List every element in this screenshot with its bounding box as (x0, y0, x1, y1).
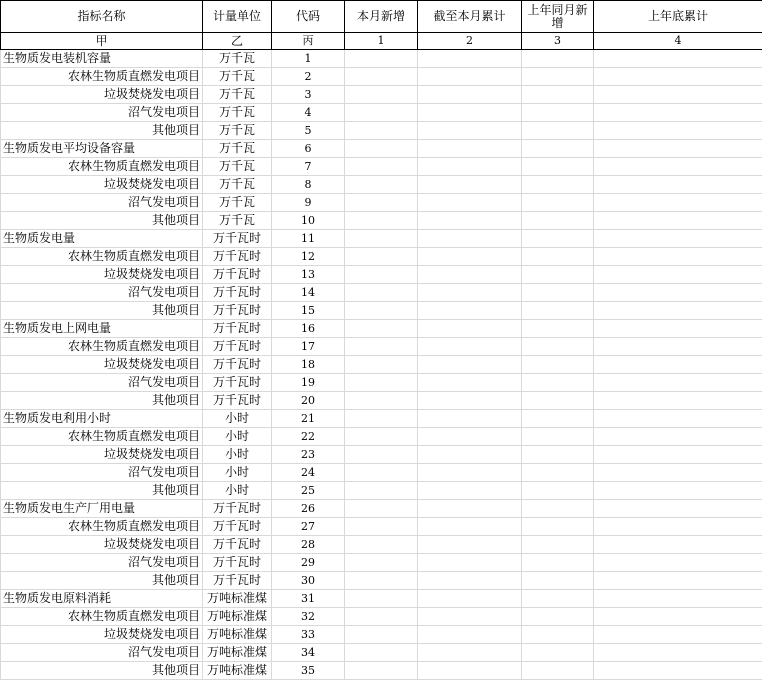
cell-unit[interactable]: 万千瓦 (203, 176, 272, 194)
cell-code[interactable]: 3 (272, 86, 345, 104)
cell-value-col2[interactable] (418, 572, 522, 590)
cell-value-col1[interactable] (345, 356, 418, 374)
cell-value-col3[interactable] (522, 500, 594, 518)
cell-value-col2[interactable] (418, 446, 522, 464)
table-row (1, 140, 762, 158)
table-row (1, 158, 762, 176)
cell-value-col1[interactable] (345, 86, 418, 104)
cell-unit[interactable]: 万千瓦时 (203, 554, 272, 572)
cell-code[interactable]: 34 (272, 644, 345, 662)
cell-value-col3[interactable] (522, 104, 594, 122)
cell-value-col4[interactable] (594, 356, 762, 374)
cell-value-col2[interactable] (418, 482, 522, 500)
cell-unit[interactable]: 万千瓦时 (203, 536, 272, 554)
cell-code[interactable]: 25 (272, 482, 345, 500)
cell-value-col4[interactable] (594, 518, 762, 536)
cell-unit[interactable]: 万千瓦 (203, 158, 272, 176)
table-row (1, 50, 762, 68)
subheader-col1[interactable]: 1 (345, 33, 418, 50)
cell-value-col2[interactable] (418, 338, 522, 356)
cell-indicator-name[interactable]: 生物质发电原料消耗 (1, 590, 203, 608)
cell-value-col3[interactable] (522, 158, 594, 176)
cell-code[interactable]: 26 (272, 500, 345, 518)
table-row (1, 482, 762, 500)
cell-value-col1[interactable] (345, 194, 418, 212)
cell-value-col2[interactable] (418, 536, 522, 554)
cell-value-col3[interactable] (522, 50, 594, 68)
cell-value-col4[interactable] (594, 572, 762, 590)
cell-value-col3[interactable] (522, 644, 594, 662)
cell-value-col1[interactable] (345, 644, 418, 662)
cell-unit[interactable]: 万千瓦时 (203, 374, 272, 392)
subheader-col4[interactable]: 4 (594, 33, 762, 50)
cell-value-col1[interactable] (345, 608, 418, 626)
cell-unit[interactable]: 万千瓦 (203, 86, 272, 104)
cell-indicator-name[interactable]: 垃圾焚烧发电项目 (1, 446, 203, 464)
cell-code[interactable]: 29 (272, 554, 345, 572)
cell-indicator-name[interactable]: 垃圾焚烧发电项目 (1, 626, 203, 644)
cell-indicator-name[interactable]: 生物质发电平均设备容量 (1, 140, 203, 158)
header-name[interactable]: 指标名称 (1, 1, 203, 33)
cell-unit[interactable]: 万千瓦时 (203, 356, 272, 374)
cell-value-col1[interactable] (345, 446, 418, 464)
table-row (1, 410, 762, 428)
table-row (1, 284, 762, 302)
cell-indicator-name[interactable]: 沼气发电项目 (1, 464, 203, 482)
cell-value-col1[interactable] (345, 176, 418, 194)
cell-value-col1[interactable] (345, 50, 418, 68)
cell-value-col2[interactable] (418, 176, 522, 194)
cell-value-col1[interactable] (345, 158, 418, 176)
cell-indicator-name[interactable]: 垃圾焚烧发电项目 (1, 86, 203, 104)
cell-value-col2[interactable] (418, 230, 522, 248)
cell-unit[interactable]: 万千瓦 (203, 194, 272, 212)
cell-value-col3[interactable] (522, 338, 594, 356)
cell-code[interactable]: 20 (272, 392, 345, 410)
cell-value-col1[interactable] (345, 500, 418, 518)
cell-value-col4[interactable] (594, 158, 762, 176)
cell-code[interactable]: 19 (272, 374, 345, 392)
cell-value-col3[interactable] (522, 374, 594, 392)
cell-code[interactable]: 15 (272, 302, 345, 320)
cell-code[interactable]: 18 (272, 356, 345, 374)
cell-value-col3[interactable] (522, 86, 594, 104)
cell-value-col4[interactable] (594, 536, 762, 554)
cell-value-col3[interactable] (522, 518, 594, 536)
cell-value-col1[interactable] (345, 230, 418, 248)
cell-indicator-name[interactable]: 生物质发电上网电量 (1, 320, 203, 338)
cell-value-col2[interactable] (418, 392, 522, 410)
cell-value-col4[interactable] (594, 284, 762, 302)
cell-code[interactable]: 27 (272, 518, 345, 536)
cell-unit[interactable]: 万千瓦时 (203, 572, 272, 590)
cell-unit[interactable]: 万吨标准煤 (203, 608, 272, 626)
cell-value-col4[interactable] (594, 554, 762, 572)
cell-value-col3[interactable] (522, 140, 594, 158)
cell-indicator-name[interactable]: 农林生物质直燃发电项目 (1, 338, 203, 356)
cell-value-col2[interactable] (418, 212, 522, 230)
cell-value-col1[interactable] (345, 410, 418, 428)
cell-indicator-name[interactable]: 生物质发电装机容量 (1, 50, 203, 68)
cell-code[interactable]: 11 (272, 230, 345, 248)
cell-code[interactable]: 7 (272, 158, 345, 176)
table-row (1, 464, 762, 482)
cell-value-col1[interactable] (345, 662, 418, 680)
cell-indicator-name[interactable]: 沼气发电项目 (1, 284, 203, 302)
cell-value-col3[interactable] (522, 608, 594, 626)
header-unit[interactable]: 计量单位 (203, 1, 272, 33)
table-row (1, 338, 762, 356)
table-row (1, 554, 762, 572)
subheader-col2[interactable]: 2 (418, 33, 522, 50)
cell-value-col3[interactable] (522, 428, 594, 446)
cell-code[interactable]: 6 (272, 140, 345, 158)
cell-indicator-name[interactable]: 其他项目 (1, 302, 203, 320)
cell-indicator-name[interactable]: 其他项目 (1, 662, 203, 680)
cell-value-col4[interactable] (594, 392, 762, 410)
cell-value-col1[interactable] (345, 212, 418, 230)
table-row (1, 230, 762, 248)
cell-indicator-name[interactable]: 农林生物质直燃发电项目 (1, 68, 203, 86)
cell-value-col3[interactable] (522, 392, 594, 410)
cell-value-col1[interactable] (345, 572, 418, 590)
cell-value-col2[interactable] (418, 608, 522, 626)
cell-unit[interactable]: 万千瓦时 (203, 392, 272, 410)
cell-value-col2[interactable] (418, 284, 522, 302)
cell-value-col3[interactable] (522, 662, 594, 680)
cell-code[interactable]: 31 (272, 590, 345, 608)
cell-code[interactable]: 16 (272, 320, 345, 338)
cell-value-col2[interactable] (418, 500, 522, 518)
header-col2[interactable]: 截至本月累计 (418, 1, 522, 33)
cell-value-col1[interactable] (345, 518, 418, 536)
header-col1[interactable]: 本月新增 (345, 1, 418, 33)
cell-code[interactable]: 2 (272, 68, 345, 86)
cell-value-col3[interactable] (522, 626, 594, 644)
cell-value-col4[interactable] (594, 86, 762, 104)
cell-value-col2[interactable] (418, 266, 522, 284)
table-row (1, 212, 762, 230)
cell-indicator-name[interactable]: 沼气发电项目 (1, 644, 203, 662)
cell-value-col4[interactable] (594, 410, 762, 428)
cell-unit[interactable]: 万千瓦时 (203, 284, 272, 302)
cell-value-col4[interactable] (594, 194, 762, 212)
subheader-row (1, 33, 762, 50)
cell-value-col1[interactable] (345, 536, 418, 554)
cell-value-col3[interactable] (522, 302, 594, 320)
table-row (1, 356, 762, 374)
cell-value-col4[interactable] (594, 212, 762, 230)
cell-value-col3[interactable] (522, 194, 594, 212)
table-row (1, 536, 762, 554)
cell-value-col1[interactable] (345, 104, 418, 122)
cell-code[interactable]: 17 (272, 338, 345, 356)
cell-code[interactable]: 21 (272, 410, 345, 428)
cell-value-col2[interactable] (418, 374, 522, 392)
table-row (1, 194, 762, 212)
cell-indicator-name[interactable]: 生物质发电生产厂用电量 (1, 500, 203, 518)
cell-value-col2[interactable] (418, 50, 522, 68)
cell-value-col3[interactable] (522, 266, 594, 284)
cell-value-col2[interactable] (418, 104, 522, 122)
cell-value-col1[interactable] (345, 392, 418, 410)
table-row (1, 518, 762, 536)
header-row (1, 1, 762, 33)
table-row (1, 392, 762, 410)
cell-value-col2[interactable] (418, 518, 522, 536)
table-row (1, 320, 762, 338)
cell-value-col3[interactable] (522, 284, 594, 302)
cell-value-col4[interactable] (594, 122, 762, 140)
table-row (1, 266, 762, 284)
cell-code[interactable]: 5 (272, 122, 345, 140)
table-row (1, 608, 762, 626)
cell-code[interactable]: 14 (272, 284, 345, 302)
cell-indicator-name[interactable]: 生物质发电量 (1, 230, 203, 248)
cell-value-col2[interactable] (418, 302, 522, 320)
cell-value-col4[interactable] (594, 302, 762, 320)
cell-value-col4[interactable] (594, 608, 762, 626)
cell-value-col4[interactable] (594, 320, 762, 338)
cell-value-col1[interactable] (345, 140, 418, 158)
cell-value-col2[interactable] (418, 158, 522, 176)
cell-unit[interactable]: 万千瓦 (203, 68, 272, 86)
cell-value-col4[interactable] (594, 644, 762, 662)
cell-indicator-name[interactable]: 其他项目 (1, 392, 203, 410)
cell-unit[interactable]: 万千瓦时 (203, 248, 272, 266)
cell-value-col4[interactable] (594, 68, 762, 86)
cell-value-col3[interactable] (522, 68, 594, 86)
cell-value-col4[interactable] (594, 230, 762, 248)
cell-indicator-name[interactable]: 农林生物质直燃发电项目 (1, 608, 203, 626)
cell-indicator-name[interactable]: 沼气发电项目 (1, 374, 203, 392)
cell-value-col1[interactable] (345, 338, 418, 356)
cell-value-col4[interactable] (594, 374, 762, 392)
table-row (1, 662, 762, 680)
cell-unit[interactable]: 万千瓦时 (203, 302, 272, 320)
cell-value-col1[interactable] (345, 464, 418, 482)
cell-indicator-name[interactable]: 垃圾焚烧发电项目 (1, 536, 203, 554)
table-row (1, 428, 762, 446)
cell-value-col2[interactable] (418, 554, 522, 572)
cell-unit[interactable]: 万千瓦 (203, 122, 272, 140)
cell-value-col4[interactable] (594, 50, 762, 68)
cell-indicator-name[interactable]: 垃圾焚烧发电项目 (1, 266, 203, 284)
table-row (1, 644, 762, 662)
cell-value-col3[interactable] (522, 482, 594, 500)
cell-code[interactable]: 4 (272, 104, 345, 122)
table-row (1, 446, 762, 464)
cell-indicator-name[interactable]: 垃圾焚烧发电项目 (1, 176, 203, 194)
cell-unit[interactable]: 小时 (203, 446, 272, 464)
cell-value-col1[interactable] (345, 428, 418, 446)
cell-value-col3[interactable] (522, 590, 594, 608)
cell-value-col3[interactable] (522, 176, 594, 194)
cell-code[interactable]: 23 (272, 446, 345, 464)
cell-value-col4[interactable] (594, 140, 762, 158)
cell-indicator-name[interactable]: 其他项目 (1, 482, 203, 500)
table-row (1, 176, 762, 194)
cell-indicator-name[interactable]: 沼气发电项目 (1, 194, 203, 212)
cell-value-col1[interactable] (345, 302, 418, 320)
cell-value-col2[interactable] (418, 320, 522, 338)
cell-unit[interactable]: 万千瓦时 (203, 320, 272, 338)
cell-value-col1[interactable] (345, 284, 418, 302)
cell-indicator-name[interactable]: 沼气发电项目 (1, 104, 203, 122)
cell-value-col2[interactable] (418, 122, 522, 140)
cell-value-col4[interactable] (594, 626, 762, 644)
table-row (1, 590, 762, 608)
cell-code[interactable]: 8 (272, 176, 345, 194)
cell-unit[interactable]: 万千瓦时 (203, 338, 272, 356)
cell-value-col1[interactable] (345, 554, 418, 572)
table-row (1, 374, 762, 392)
table-row (1, 86, 762, 104)
cell-unit[interactable]: 万千瓦时 (203, 230, 272, 248)
cell-code[interactable]: 28 (272, 536, 345, 554)
cell-value-col3[interactable] (522, 464, 594, 482)
header-col3[interactable]: 上年同月新增 (522, 1, 594, 33)
cell-code[interactable]: 10 (272, 212, 345, 230)
cell-indicator-name[interactable]: 生物质发电利用小时 (1, 410, 203, 428)
cell-unit[interactable]: 万千瓦 (203, 140, 272, 158)
subheader-col3[interactable]: 3 (522, 33, 594, 50)
cell-unit[interactable]: 小时 (203, 428, 272, 446)
cell-value-col1[interactable] (345, 320, 418, 338)
cell-unit[interactable]: 万吨标准煤 (203, 662, 272, 680)
cell-value-col4[interactable] (594, 500, 762, 518)
cell-value-col1[interactable] (345, 68, 418, 86)
cell-value-col2[interactable] (418, 140, 522, 158)
cell-value-col1[interactable] (345, 482, 418, 500)
cell-indicator-name[interactable]: 其他项目 (1, 572, 203, 590)
cell-value-col1[interactable] (345, 266, 418, 284)
cell-value-col2[interactable] (418, 410, 522, 428)
cell-indicator-name[interactable]: 农林生物质直燃发电项目 (1, 518, 203, 536)
cell-value-col3[interactable] (522, 446, 594, 464)
cell-value-col3[interactable] (522, 536, 594, 554)
cell-code[interactable]: 24 (272, 464, 345, 482)
cell-value-col3[interactable] (522, 356, 594, 374)
cell-value-col4[interactable] (594, 464, 762, 482)
cell-unit[interactable]: 万吨标准煤 (203, 644, 272, 662)
cell-indicator-name[interactable]: 农林生物质直燃发电项目 (1, 428, 203, 446)
cell-code[interactable]: 1 (272, 50, 345, 68)
table-row (1, 68, 762, 86)
cell-unit[interactable]: 小时 (203, 410, 272, 428)
table-body (1, 50, 762, 680)
cell-code[interactable]: 9 (272, 194, 345, 212)
cell-value-col2[interactable] (418, 590, 522, 608)
cell-code[interactable]: 22 (272, 428, 345, 446)
cell-value-col2[interactable] (418, 464, 522, 482)
cell-unit[interactable]: 万千瓦时 (203, 500, 272, 518)
cell-code[interactable]: 35 (272, 662, 345, 680)
cell-unit[interactable]: 万吨标准煤 (203, 626, 272, 644)
cell-unit[interactable]: 万千瓦 (203, 50, 272, 68)
table-row (1, 572, 762, 590)
cell-value-col4[interactable] (594, 104, 762, 122)
cell-value-col3[interactable] (522, 230, 594, 248)
cell-indicator-name[interactable]: 其他项目 (1, 212, 203, 230)
cell-unit[interactable]: 小时 (203, 464, 272, 482)
cell-value-col4[interactable] (594, 266, 762, 284)
cell-code[interactable]: 12 (272, 248, 345, 266)
cell-value-col4[interactable] (594, 428, 762, 446)
header-col4[interactable]: 上年底累计 (594, 1, 762, 33)
cell-value-col3[interactable] (522, 122, 594, 140)
cell-value-col2[interactable] (418, 356, 522, 374)
cell-value-col3[interactable] (522, 320, 594, 338)
table-row (1, 248, 762, 266)
cell-unit[interactable]: 万千瓦时 (203, 518, 272, 536)
cell-value-col2[interactable] (418, 86, 522, 104)
cell-value-col4[interactable] (594, 176, 762, 194)
cell-value-col1[interactable] (345, 248, 418, 266)
cell-indicator-name[interactable]: 垃圾焚烧发电项目 (1, 356, 203, 374)
table-row (1, 626, 762, 644)
subheader-name[interactable]: 甲 (1, 33, 203, 50)
table-row (1, 104, 762, 122)
cell-code[interactable]: 30 (272, 572, 345, 590)
cell-indicator-name[interactable]: 农林生物质直燃发电项目 (1, 248, 203, 266)
cell-value-col2[interactable] (418, 194, 522, 212)
cell-value-col1[interactable] (345, 122, 418, 140)
cell-value-col4[interactable] (594, 248, 762, 266)
cell-value-col3[interactable] (522, 554, 594, 572)
cell-value-col4[interactable] (594, 338, 762, 356)
cell-value-col4[interactable] (594, 482, 762, 500)
cell-unit[interactable]: 万千瓦 (203, 104, 272, 122)
cell-unit[interactable]: 万吨标准煤 (203, 590, 272, 608)
header-code[interactable]: 代码 (272, 1, 345, 33)
cell-value-col2[interactable] (418, 68, 522, 86)
cell-value-col3[interactable] (522, 410, 594, 428)
cell-value-col2[interactable] (418, 626, 522, 644)
cell-value-col2[interactable] (418, 248, 522, 266)
cell-code[interactable]: 33 (272, 626, 345, 644)
cell-value-col3[interactable] (522, 248, 594, 266)
subheader-code[interactable]: 丙 (272, 33, 345, 50)
subheader-unit[interactable]: 乙 (203, 33, 272, 50)
table-row (1, 122, 762, 140)
cell-indicator-name[interactable]: 农林生物质直燃发电项目 (1, 158, 203, 176)
cell-value-col3[interactable] (522, 212, 594, 230)
cell-unit[interactable]: 小时 (203, 482, 272, 500)
cell-code[interactable]: 32 (272, 608, 345, 626)
cell-value-col4[interactable] (594, 446, 762, 464)
cell-unit[interactable]: 万千瓦时 (203, 266, 272, 284)
cell-value-col1[interactable] (345, 590, 418, 608)
cell-value-col2[interactable] (418, 428, 522, 446)
table-row (1, 500, 762, 518)
cell-indicator-name[interactable]: 其他项目 (1, 122, 203, 140)
cell-value-col4[interactable] (594, 662, 762, 680)
cell-value-col2[interactable] (418, 662, 522, 680)
cell-value-col4[interactable] (594, 590, 762, 608)
cell-value-col1[interactable] (345, 626, 418, 644)
cell-value-col3[interactable] (522, 572, 594, 590)
cell-value-col2[interactable] (418, 644, 522, 662)
cell-unit[interactable]: 万千瓦 (203, 212, 272, 230)
cell-code[interactable]: 13 (272, 266, 345, 284)
cell-value-col1[interactable] (345, 374, 418, 392)
cell-indicator-name[interactable]: 沼气发电项目 (1, 554, 203, 572)
table-row (1, 302, 762, 320)
